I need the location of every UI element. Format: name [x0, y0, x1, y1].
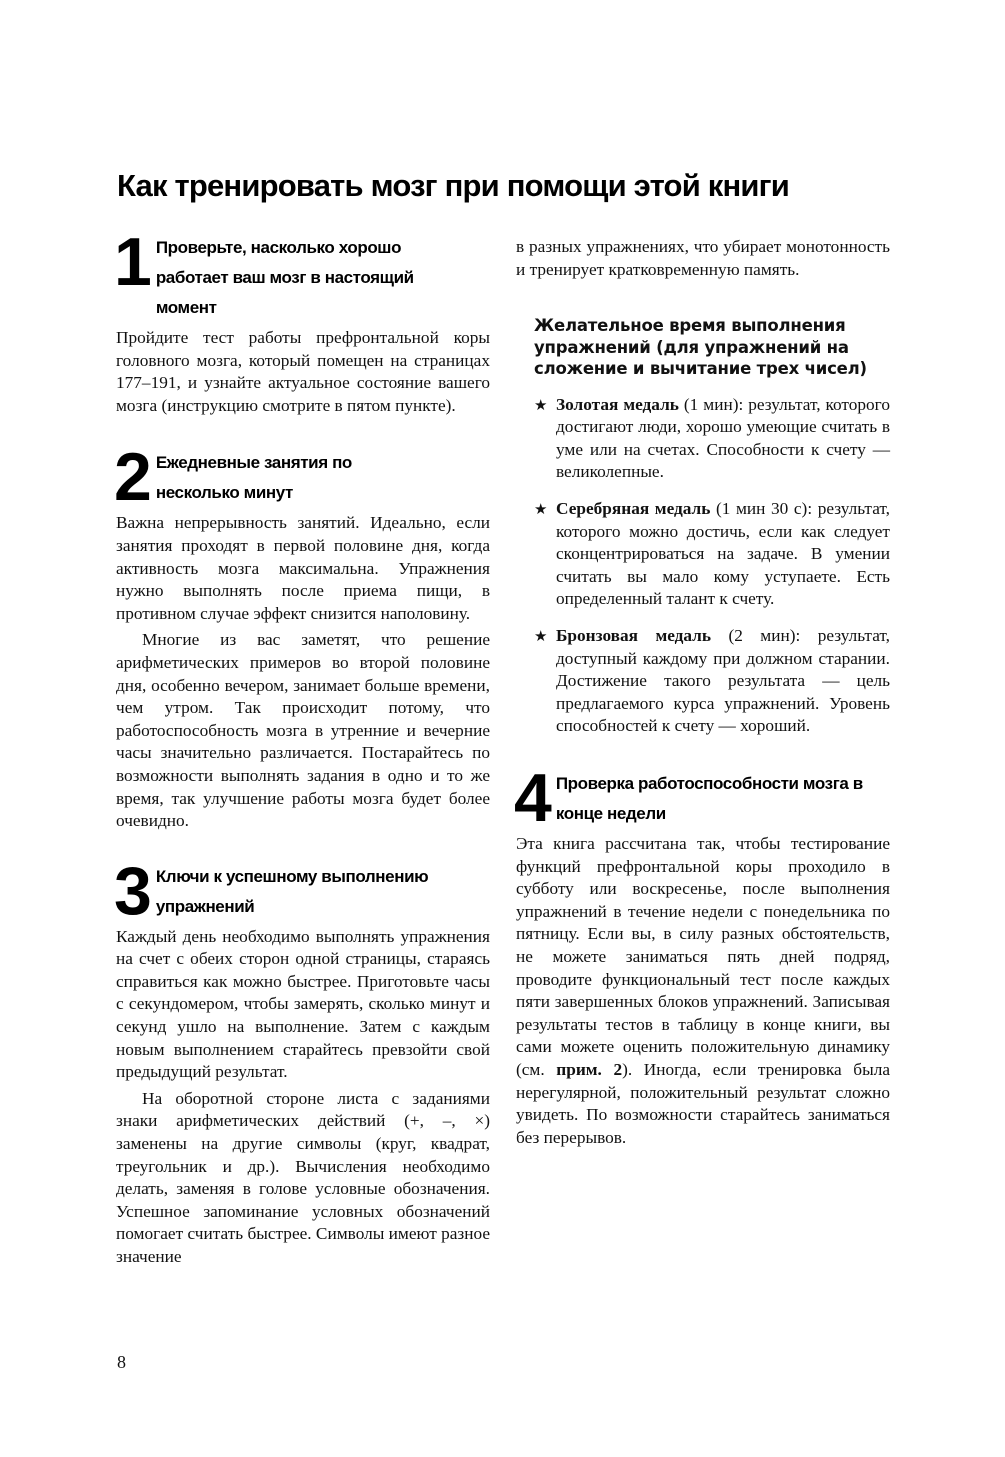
time-box: [516, 315, 890, 738]
section-heading: Проверка работоспособности мозга в конце недели: [555, 774, 863, 823]
medal-text: результат, доступный каждому при должном старании. Достижение такого результата — цель предлагаемого курса упражнений. Уровень способностей к счету — хороший.: [556, 626, 890, 736]
section-4: [514, 760, 890, 1149]
right-column: [516, 236, 890, 1149]
medal-text: результат, которого можно достичь, если как следует сконцентрироваться на задаче. В умении считать вы мало кому уступаете. Есть определенный талант к счету.: [556, 499, 890, 609]
paragraph: Многие из вас заметят, что решение арифметических примеров во второй половине дня, особенно вечером, занимает больше времени, чем утром. Так происходит потому, что работоспособность мозга в утренние и вечерние часы значительно различается. Постарайтесь по возможности выполнять задания в одно и то же время, так улучшение работы мозга будет более очевидно.: [116, 630, 490, 831]
section-heading: Ежедневные занятия по несколько минут: [155, 453, 352, 503]
medal-name: Серебряная медаль: [556, 499, 711, 519]
paragraph: Каждый день необходимо выполнять упражнения на счет с обеих сторон одной страницы, стараясь справиться как можно быстрее. Приготовьте часы с секундомером, чтобы замерять, сколько минут и секунд ушло на выполнение. Затем с каждым новым выполнением старайтесь превзойти свой предыдущий результат.: [116, 926, 490, 1082]
section-heading: Проверьте, насколько хорошо работает ваш мозг в настоящий момент: [155, 238, 414, 317]
left-column: [114, 224, 490, 1269]
paragraph: Важна непрерывность занятий. Идеально, если занятия проходят в первой половине дня, когда активность мозга максимальна. Упражнения нужно выполнять после приема пищи, в противном случае эффект снизится наполовину.: [116, 513, 490, 623]
star-icon: ★: [534, 500, 548, 519]
section-number: 3: [114, 852, 150, 929]
paragraph: Эта книга рассчитана так, чтобы тестирование функций префронтальной коры проходило в субботу или воскресенье, после выполнения упражнений в течение недели с понедельника по пятницу. Если вы, в силу разных обстоятельств, не можете заниматься пять дней подряд, проводите функциональный тест после каждых пяти завершенных блоков упражнений. Записывая результаты тестов в таблицу в конце книги, вы сами можете оценить положительную динамику (см. прим. 2). Иногда, если тренировка была нерегулярной, положительный результат сложно увидеть. По возможности старайтесь заниматься без перерывов.: [516, 834, 890, 1147]
note-reference: прим. 2: [556, 1059, 623, 1079]
section-1-header: [114, 224, 490, 323]
section-1: [114, 224, 490, 417]
medal-silver: [534, 498, 890, 611]
medal-time: (1 мин):: [678, 394, 749, 414]
medal-name: Бронзовая медаль: [556, 626, 712, 646]
section-3-header: [114, 852, 490, 929]
section-4-header: [514, 760, 890, 836]
page-title: Как тренировать мозг при помощи этой книги: [117, 168, 790, 203]
section-2: [114, 439, 490, 832]
paragraph: Пройдите тест работы префронтальной коры головного мозга, который помещен на страницах 177–191, и узнайте актуальное состояние вашего мозга (инструкцию смотрите в пятом пункте).: [116, 328, 490, 415]
star-icon: ★: [534, 395, 548, 414]
section-3: [114, 852, 490, 1269]
section-heading: Ключи к успешному выполнению упражнений: [155, 866, 429, 916]
medal-name: Золотая медаль: [556, 394, 679, 414]
medal-text: результат, которого достигают люди, хорошо умеющие считать в уме или на счетах. Способности к счету — великолепные.: [556, 394, 890, 482]
time-box-title: Желательное время выполнения упражнений (для упражнений на сложение и вычитание трех чисел): [534, 316, 867, 379]
section-number: 1: [114, 224, 150, 300]
section-2-header: [114, 439, 490, 516]
section-number: 4: [514, 760, 550, 836]
paragraph-continued: в разных упражнениях, что убирает монотонность и тренирует кратковременную память.: [516, 237, 890, 279]
medal-time: (1 мин 30 с):: [710, 499, 818, 519]
section-number: 2: [114, 439, 150, 516]
paragraph: На оборотной стороне листа с заданиями знаки арифметических действий (+, –, ×) заменены на другие символы (круг, квадрат, треугольник и др.). Вычисления необходимо делать, заменяя в голове условные обозначения. Успешное запоминание условных обозначений помогает считать быстрее. Символы имеют разное значение: [116, 1088, 490, 1266]
star-icon: ★: [534, 627, 548, 646]
medal-bronze: [534, 625, 890, 738]
medal-gold: [534, 394, 890, 484]
page-number: 8: [117, 1352, 126, 1372]
medal-time: (2 мин):: [711, 626, 818, 646]
